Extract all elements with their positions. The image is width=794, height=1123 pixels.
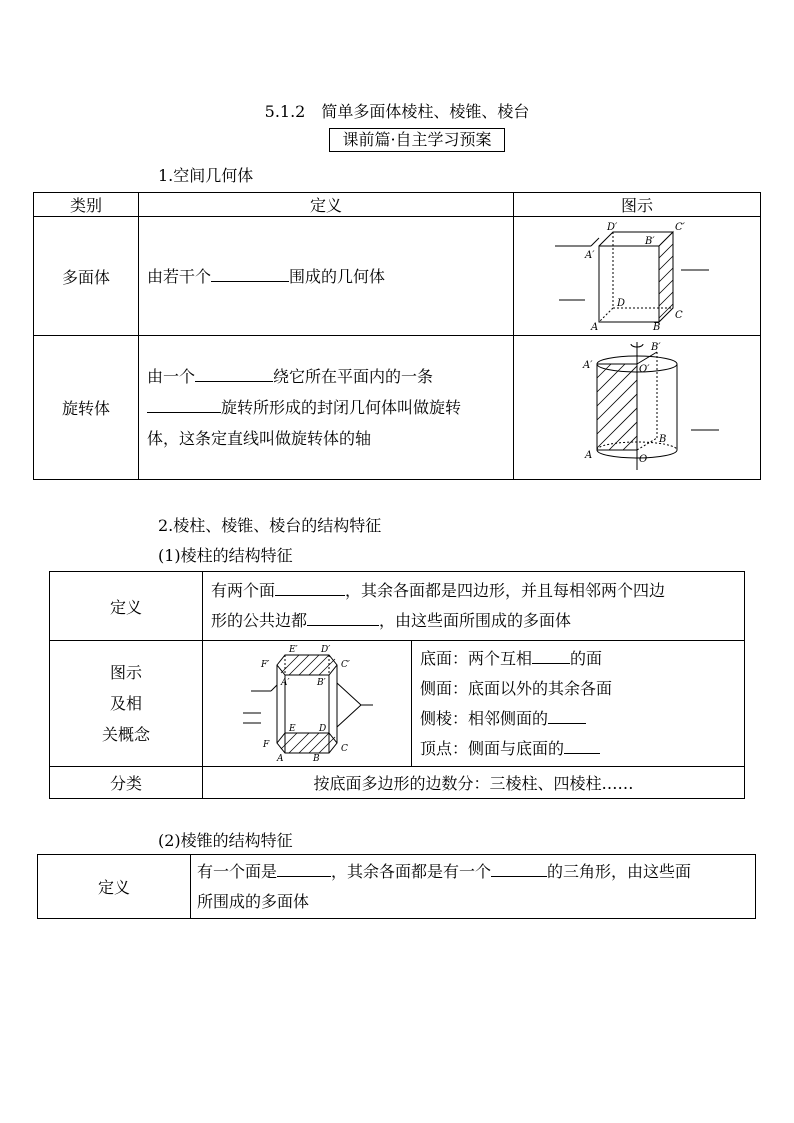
- prism-figure-label: [50, 641, 203, 767]
- category-revolution: 旋转体: [34, 336, 139, 480]
- concept-lateral-edge: [420, 704, 736, 734]
- subheading-prism: (1)棱柱的结构特征: [158, 546, 293, 565]
- fill-blank: [307, 609, 379, 626]
- concept-lateral-face: [420, 674, 736, 704]
- def-text: ，由这些面所围成的多面体: [379, 611, 572, 630]
- cylinder-figure: [547, 338, 727, 474]
- vertex-label: A: [585, 449, 593, 461]
- vertex-label: O: [639, 453, 648, 465]
- vertex-label: B: [313, 753, 320, 761]
- pyramid-table: [37, 854, 756, 919]
- def-text: 由若干个: [147, 266, 212, 286]
- concept-base: [420, 644, 736, 674]
- def-text: 所围成的多面体: [197, 891, 310, 911]
- vertex-label: D′: [321, 644, 331, 655]
- def-text: 围成的几何体: [289, 266, 386, 286]
- prism-table: [49, 571, 745, 799]
- geometry-table: [33, 192, 761, 480]
- vertex-label: A: [591, 322, 599, 330]
- concept-text: 底面：两个互相: [420, 648, 533, 668]
- def-text: 体，这条定直线叫做旋转体的轴: [147, 429, 372, 448]
- vertex-label: B: [659, 433, 667, 445]
- definition-revolution: [139, 336, 514, 480]
- def-text: 旋转所形成的封闭几何体叫做旋转: [221, 398, 462, 417]
- vertex-label: D: [617, 298, 626, 309]
- section-heading-1: 1.空间几何体: [158, 166, 254, 185]
- vertex-label: F′: [261, 659, 270, 670]
- def-text: 绕它所在平面内的一条: [273, 367, 434, 386]
- vertex-label: B′: [651, 341, 661, 353]
- fill-blank: [275, 579, 345, 596]
- header-definition: 定义: [139, 193, 514, 217]
- figure-cell: [514, 217, 761, 336]
- section-heading-2: 2.棱柱、棱锥、棱台的结构特征: [158, 516, 382, 535]
- page-title: 5.1.2 简单多面体棱柱、棱锥、棱台: [264, 102, 530, 121]
- vertex-label: A′: [583, 359, 593, 371]
- def-text: 有两个面: [211, 581, 276, 600]
- fill-blank: [195, 365, 273, 382]
- prism-figure: [237, 643, 377, 761]
- definition-polyhedron: [139, 217, 514, 336]
- prism-class-label: 分类: [50, 767, 203, 799]
- prism-class-text: 按底面多边形的边数分：三棱柱、四棱柱……: [203, 767, 745, 799]
- header-category: 类别: [34, 193, 139, 217]
- def-text: 有一个面是: [197, 861, 278, 881]
- prism-definition: [203, 572, 745, 641]
- def-text: 由一个: [147, 367, 196, 386]
- fill-blank: [564, 737, 600, 754]
- vertex-label: A′: [281, 677, 290, 688]
- vertex-label: E′: [289, 644, 298, 655]
- concept-text: 侧棱：相邻侧面的: [420, 708, 549, 728]
- vertex-label: B′: [317, 677, 326, 688]
- def-text: 形的公共边都: [211, 611, 308, 630]
- section-box: 课前篇·自主学习预案: [329, 128, 505, 152]
- vertex-label: D′: [607, 222, 618, 233]
- fill-blank: [532, 647, 570, 664]
- prism-def-label: 定义: [50, 572, 203, 641]
- cuboid-figure: [547, 218, 727, 330]
- concept-text: 顶点：侧面与底面的: [420, 738, 565, 758]
- vertex-label: C′: [675, 222, 685, 233]
- vertex-label: B′: [645, 236, 655, 247]
- vertex-label: E: [289, 723, 296, 734]
- fill-blank: [491, 860, 547, 877]
- fill-blank: [548, 707, 586, 724]
- vertex-label: D: [319, 723, 327, 734]
- prism-figure-cell: [203, 641, 412, 767]
- vertex-label: C: [675, 310, 683, 321]
- header-figure: 图示: [514, 193, 761, 217]
- label-line: 图示: [109, 663, 142, 682]
- concept-text: 侧面：底面以外的其余各面: [420, 678, 613, 698]
- pyramid-def-label: 定义: [38, 855, 191, 919]
- label-line: 及相: [109, 694, 142, 713]
- fill-blank: [147, 396, 221, 413]
- fill-blank: [211, 265, 289, 282]
- def-text: ，其余各面都是有一个: [331, 861, 492, 881]
- vertex-label: F: [263, 739, 270, 750]
- vertex-label: C: [341, 743, 348, 754]
- def-text: 的三角形，由这些面: [547, 861, 692, 881]
- vertex-label: B: [653, 322, 661, 330]
- concept-vertex: [420, 734, 736, 764]
- vertex-label: C′: [341, 659, 350, 670]
- concept-text: 的面: [570, 648, 603, 668]
- label-line: 关概念: [101, 725, 150, 744]
- prism-concepts: [412, 641, 745, 767]
- vertex-label: O′: [639, 363, 650, 375]
- subheading-pyramid: (2)棱锥的结构特征: [158, 831, 293, 850]
- figure-cell: [514, 336, 761, 480]
- fill-blank: [277, 860, 331, 877]
- pyramid-definition: [191, 855, 756, 919]
- category-polyhedron: 多面体: [34, 217, 139, 336]
- vertex-label: A′: [585, 250, 595, 261]
- def-text: ，其余各面都是四边形，并且每相邻两个四边: [345, 581, 666, 600]
- vertex-label: A: [277, 753, 284, 761]
